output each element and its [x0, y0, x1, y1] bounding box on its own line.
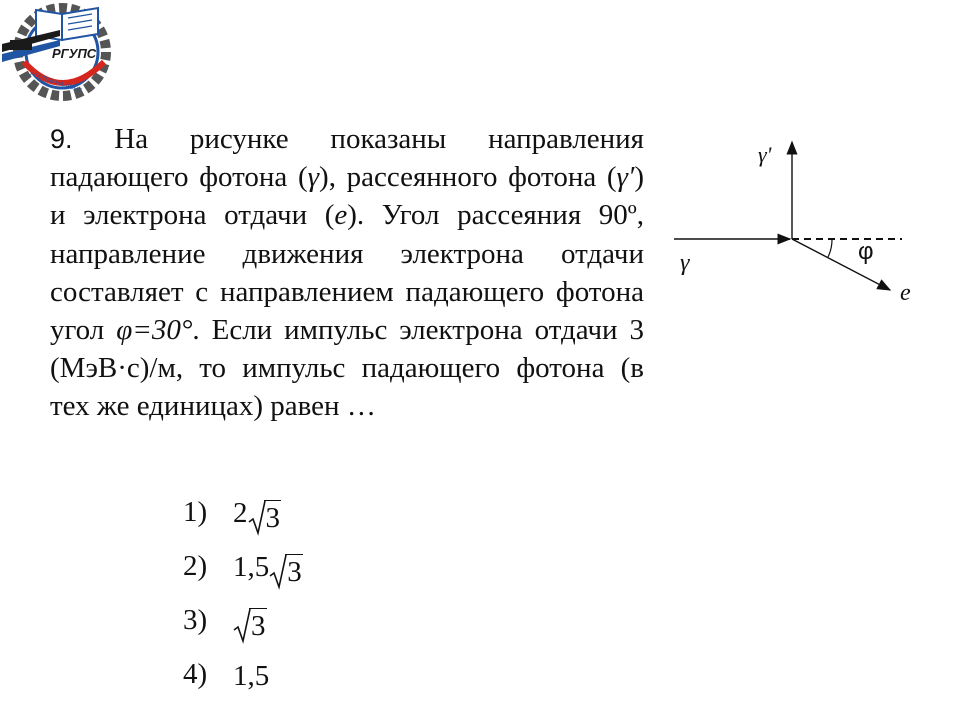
problem-text-2: ), рассеянного фотона ( [319, 161, 617, 194]
answer-radicand: 3 [251, 610, 266, 643]
answer-label: 1) [183, 496, 208, 528]
symbol-electron: e [334, 199, 348, 232]
answer-label: 3) [183, 604, 208, 636]
logo-ring-text: РОСТОВ-НА-ДОНУ [29, 71, 83, 95]
answer-radicand: 3 [265, 502, 280, 535]
recoil-electron-arrow [792, 239, 890, 290]
scattering-diagram [672, 130, 922, 310]
sqrt-symbol [233, 602, 267, 646]
problem-number: 9. [50, 124, 73, 154]
answer-label: 4) [183, 658, 208, 690]
answer-prefix: 1,5 [233, 660, 270, 693]
answer-option-1[interactable] [183, 490, 281, 534]
answer-radicand: 3 [287, 556, 302, 589]
problem-text-1: На рисунке показаны направления падающего фотона ( [50, 123, 644, 194]
answer-option-2[interactable] [183, 544, 303, 588]
problem-text-5: . Если импульс электрона отдачи 3 (МэВ·с)/м, то импульс падающего фотона (в тех же единицах) равен … [50, 314, 644, 423]
answer-prefix: 2 [233, 497, 248, 530]
answer-label: 2) [183, 550, 208, 582]
logo-text: РГУПС [52, 46, 97, 61]
label-phi: φ [858, 238, 874, 265]
answer-option-3[interactable] [183, 598, 267, 642]
answer-option-4[interactable] [183, 652, 269, 696]
label-gamma: γ [680, 250, 690, 276]
symbol-gamma-prime: γ′ [616, 161, 635, 194]
symbol-gamma: γ [307, 161, 320, 194]
rgups-logo [0, 0, 126, 108]
label-gamma-prime: γ' [758, 142, 772, 167]
label-electron: e [900, 280, 911, 306]
sqrt-symbol [248, 494, 282, 538]
answer-prefix: 1,5 [233, 551, 270, 584]
problem-text-4: ). Угол рассеяния 90º, направление движения электрона отдачи составляет с направлением падающего фотона угол [50, 199, 644, 347]
angle-value: φ=30° [116, 314, 193, 347]
sqrt-symbol [269, 548, 303, 592]
problem-statement [50, 120, 644, 426]
problem-text-3: ) и электрона отдачи ( [50, 161, 644, 232]
angle-arc [828, 239, 832, 257]
